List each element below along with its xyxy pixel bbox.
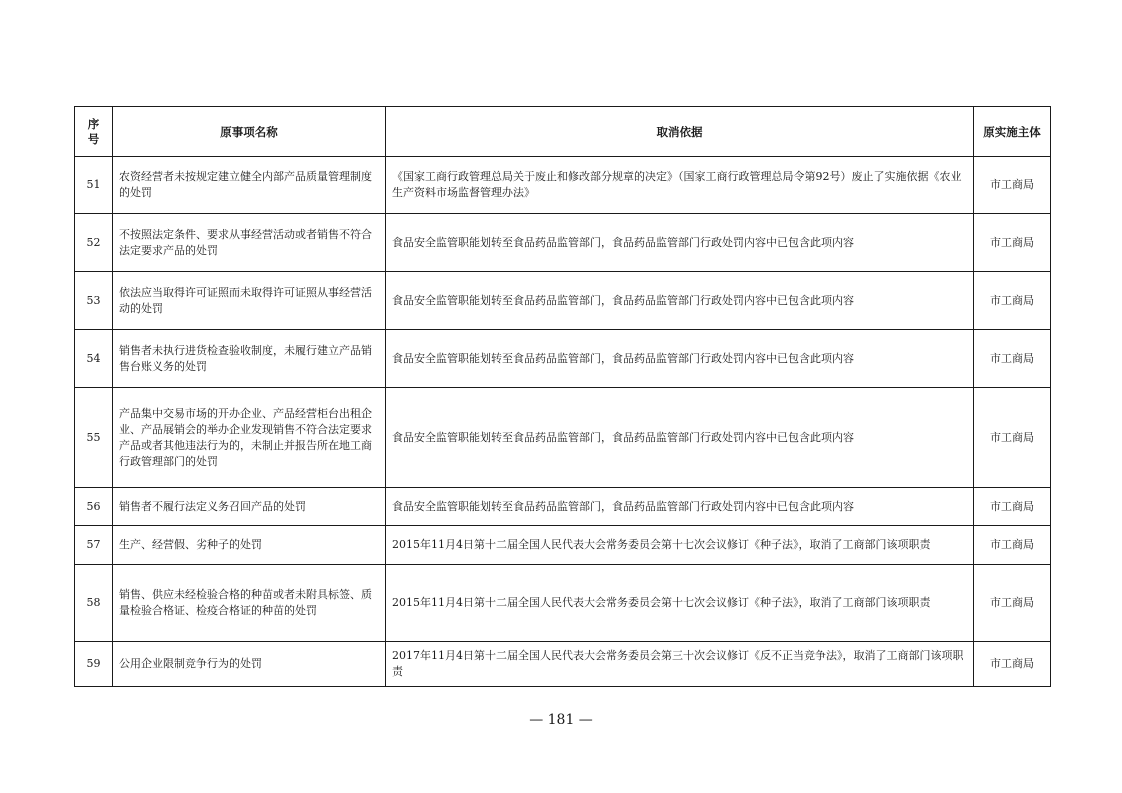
table-row	[75, 565, 1051, 642]
row-basis: 2017年11月4日第十二届全国人民代表大会常务委员会第三十次会议修订《反不正当竞争法》，取消了工商部门该项职责	[386, 642, 974, 687]
row-basis: 2015年11月4日第十二届全国人民代表大会常务委员会第十七次会议修订《种子法》，取消了工商部门该项职责	[386, 565, 974, 642]
table-row	[75, 526, 1051, 565]
table-row	[75, 488, 1051, 526]
row-num: 51	[75, 157, 113, 214]
row-num: 52	[75, 214, 113, 272]
row-item-name: 销售、供应未经检验合格的种苗或者未附具标签、质量检验合格证、检疫合格证的种苗的处罚	[113, 565, 386, 642]
row-basis: 食品安全监管职能划转至食品药品监管部门，食品药品监管部门行政处罚内容中已包含此项内容	[386, 214, 974, 272]
row-basis: 食品安全监管职能划转至食品药品监管部门，食品药品监管部门行政处罚内容中已包含此项内容	[386, 488, 974, 526]
row-num: 59	[75, 642, 113, 687]
table-row	[75, 157, 1051, 214]
table-row	[75, 388, 1051, 488]
table-row	[75, 330, 1051, 388]
table-header-row	[75, 107, 1051, 157]
header-num	[75, 107, 113, 157]
header-org: 原实施主体	[974, 107, 1051, 157]
row-basis: 食品安全监管职能划转至食品药品监管部门，食品药品监管部门行政处罚内容中已包含此项内容	[386, 388, 974, 488]
row-org: 市工商局	[974, 642, 1051, 687]
row-org: 市工商局	[974, 565, 1051, 642]
row-basis: 食品安全监管职能划转至食品药品监管部门，食品药品监管部门行政处罚内容中已包含此项内容	[386, 330, 974, 388]
row-org: 市工商局	[974, 272, 1051, 330]
row-item-name: 产品集中交易市场的开办企业、产品经营柜台出租企业、产品展销会的举办企业发现销售不符合法定要求产品或者其他违法行为的，未制止并报告所在地工商行政管理部门的处罚	[113, 388, 386, 488]
row-num: 57	[75, 526, 113, 565]
table-row	[75, 642, 1051, 687]
row-org: 市工商局	[974, 330, 1051, 388]
row-org: 市工商局	[974, 488, 1051, 526]
row-num: 56	[75, 488, 113, 526]
row-num: 55	[75, 388, 113, 488]
row-item-name: 依法应当取得许可证照而未取得许可证照从事经营活动的处罚	[113, 272, 386, 330]
row-org: 市工商局	[974, 157, 1051, 214]
row-num: 53	[75, 272, 113, 330]
row-item-name: 农资经营者未按规定建立健全内部产品质量管理制度的处罚	[113, 157, 386, 214]
header-basis: 取消依据	[386, 107, 974, 157]
row-num: 54	[75, 330, 113, 388]
row-item-name: 生产、经营假、劣种子的处罚	[113, 526, 386, 565]
header-name: 原事项名称	[113, 107, 386, 157]
row-org: 市工商局	[974, 526, 1051, 565]
row-org: 市工商局	[974, 214, 1051, 272]
row-item-name: 不按照法定条件、要求从事经营活动或者销售不符合法定要求产品的处罚	[113, 214, 386, 272]
row-basis: 《国家工商行政管理总局关于废止和修改部分规章的决定》（国家工商行政管理总局令第92号）废止了实施依据《农业生产资料市场监督管理办法》	[386, 157, 974, 214]
row-num: 58	[75, 565, 113, 642]
row-item-name: 销售者未执行进货检查验收制度，未履行建立产品销售台账义务的处罚	[113, 330, 386, 388]
regulation-table	[74, 106, 1051, 687]
header-num-line2: 号	[87, 131, 100, 146]
row-item-name: 公用企业限制竞争行为的处罚	[113, 642, 386, 687]
header-num-line1: 序	[87, 116, 100, 131]
table-row	[75, 272, 1051, 330]
table-row	[75, 214, 1051, 272]
row-item-name: 销售者不履行法定义务召回产品的处罚	[113, 488, 386, 526]
row-basis: 食品安全监管职能划转至食品药品监管部门，食品药品监管部门行政处罚内容中已包含此项内容	[386, 272, 974, 330]
page-number: — 181 —	[529, 712, 593, 728]
row-org: 市工商局	[974, 388, 1051, 488]
row-basis: 2015年11月4日第十二届全国人民代表大会常务委员会第十七次会议修订《种子法》，取消了工商部门该项职责	[386, 526, 974, 565]
